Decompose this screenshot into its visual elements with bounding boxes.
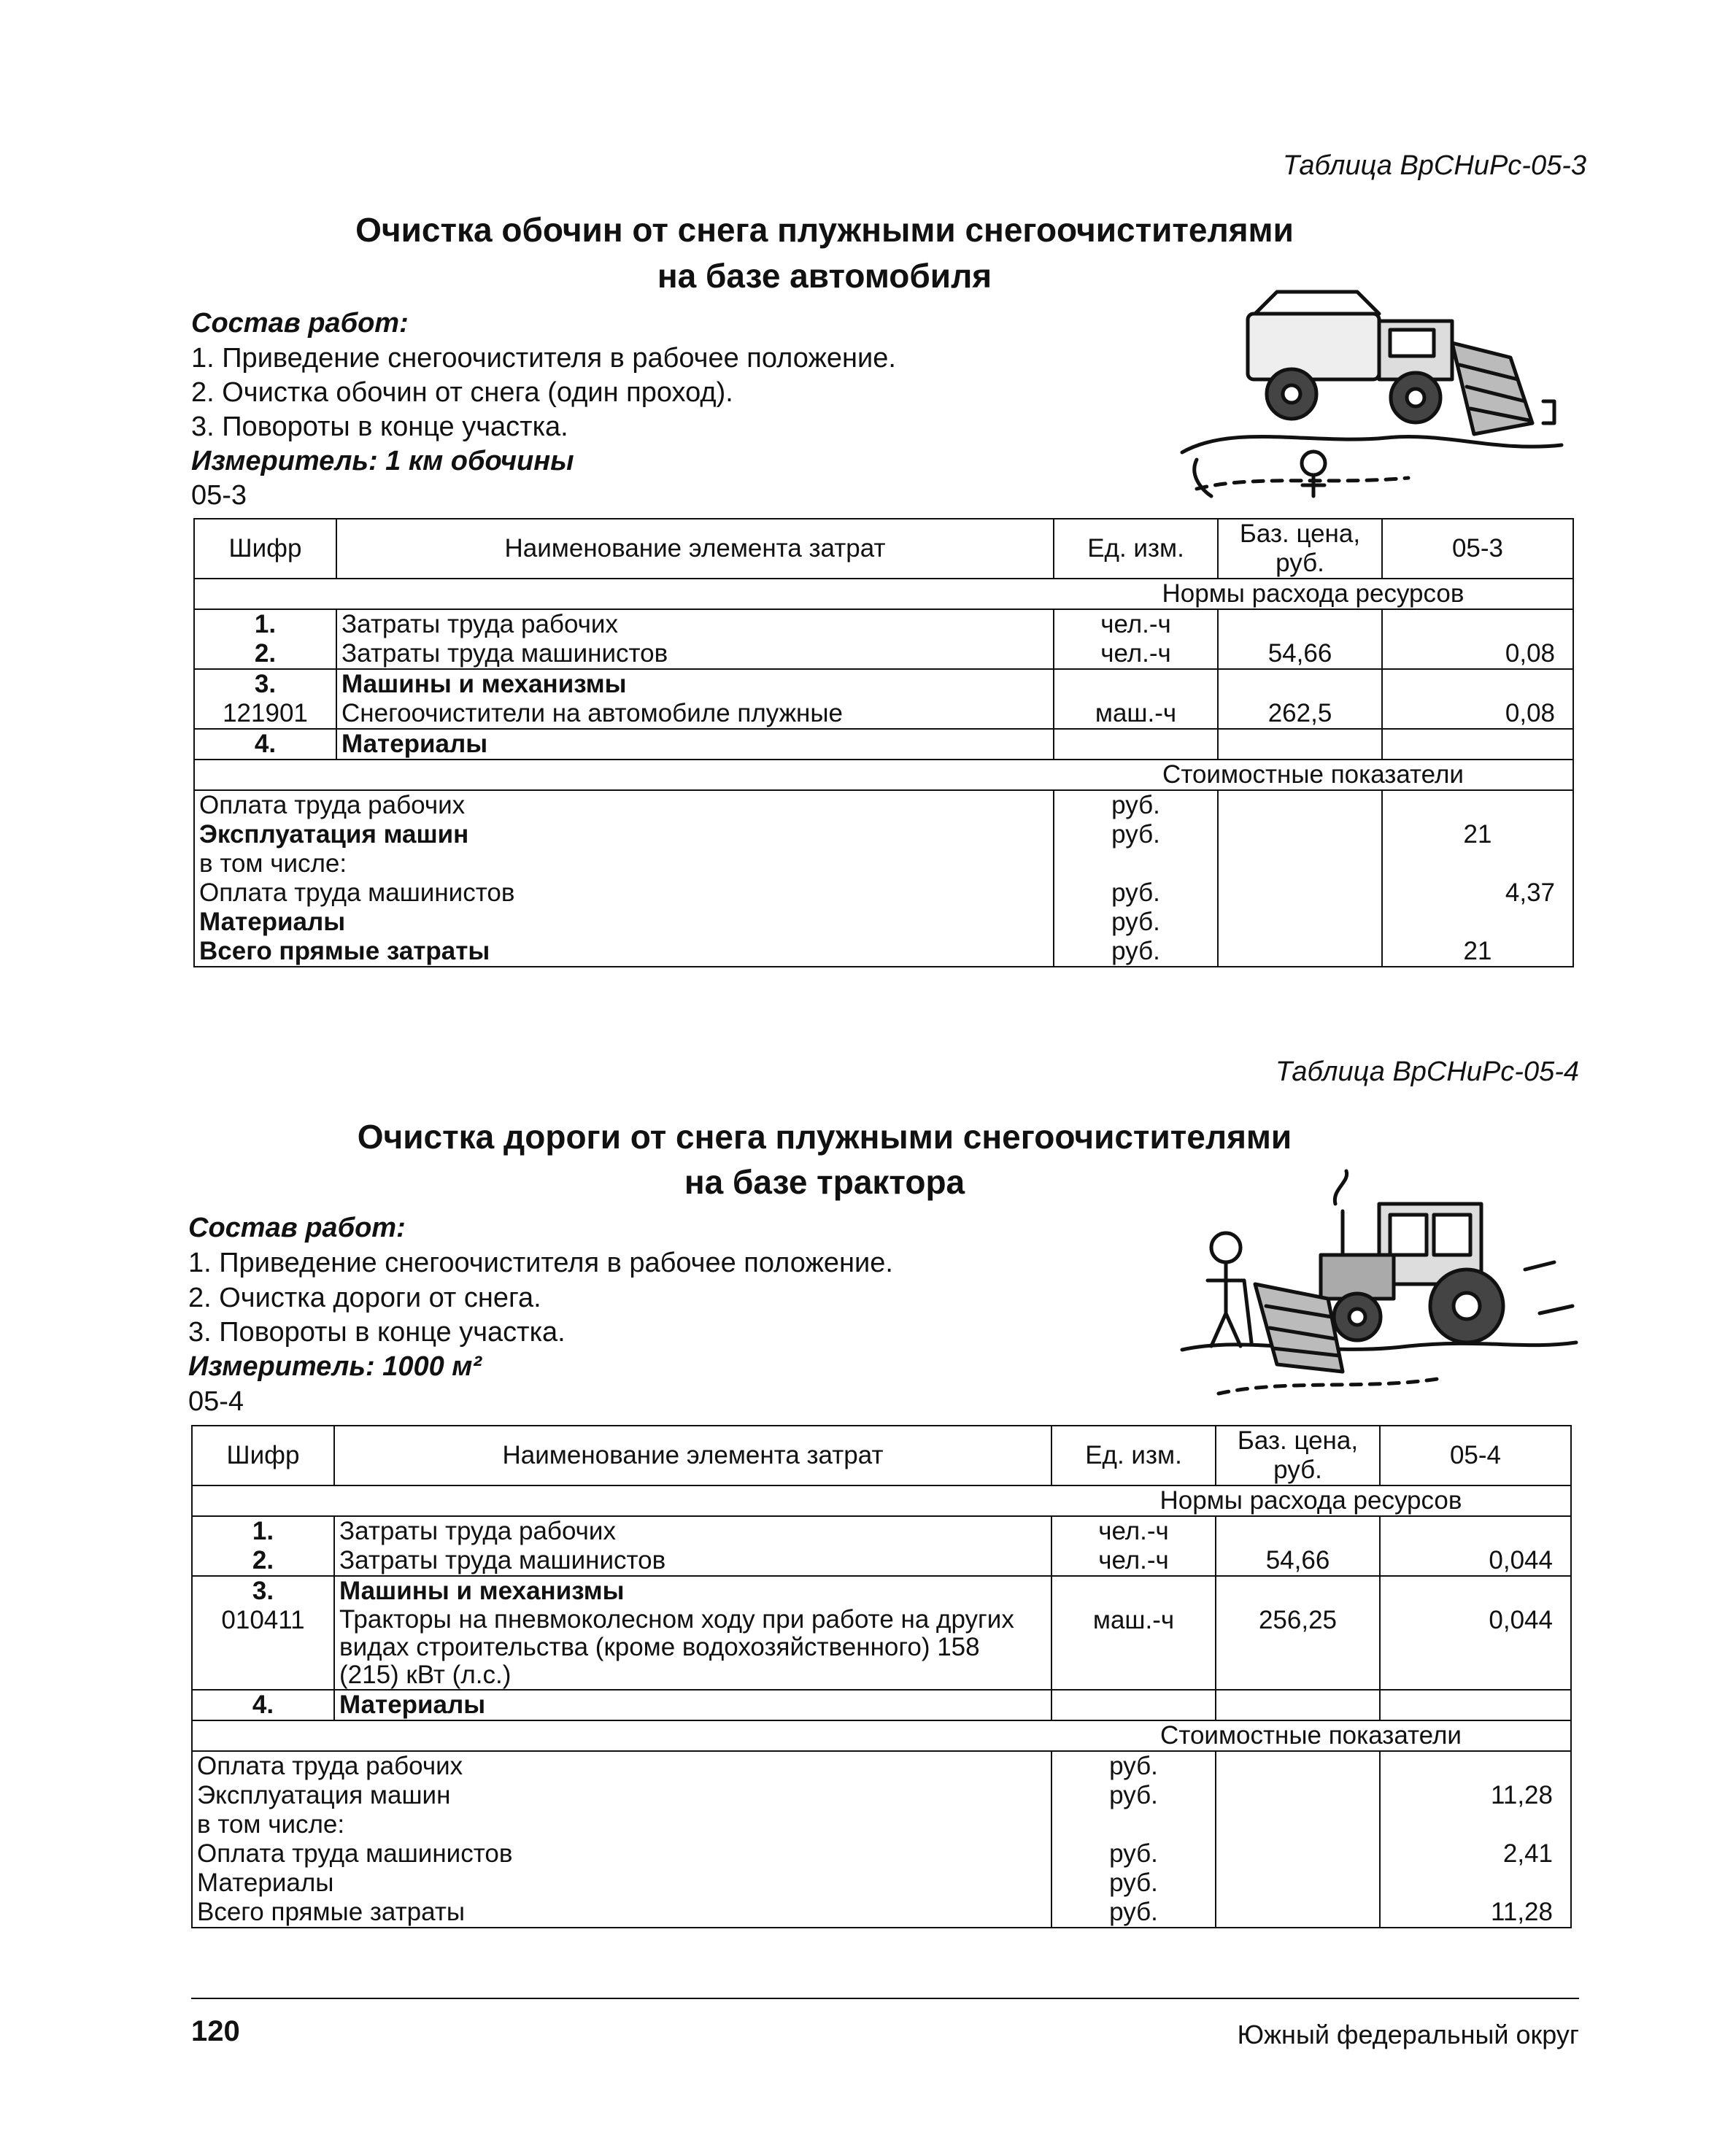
- header-value: 05-3: [1382, 519, 1573, 579]
- table-row: 010411 Тракторы на пневмоколесном ходу при работе на других видах строительства (кроме водохозяйственного) 158 (215) кВт (л.с.) маш.-ч 256,25 0,044: [192, 1606, 1571, 1690]
- region-name: Южный федеральный округ: [1237, 2020, 1579, 2049]
- work-item: 1. Приведение снегоочистителя в рабочее положение.: [188, 1248, 893, 1278]
- measure-unit: Измеритель: 1000 м²: [188, 1351, 482, 1382]
- header-value: 05-4: [1380, 1426, 1571, 1485]
- measure-unit: Измеритель: 1 км обочины: [191, 446, 574, 476]
- norms-label-row: [192, 1485, 1571, 1516]
- cost-label: Стоимостные показатели: [1051, 1720, 1571, 1751]
- table-row: 3. Машины и механизмы: [192, 1576, 1571, 1606]
- section-title-line-2: на базе трактора: [684, 1163, 965, 1201]
- header-name: Наименование элемента затрат: [336, 519, 1054, 579]
- cost-label-row: [194, 760, 1573, 790]
- cost-row: Оплата труда рабочих руб.: [194, 790, 1573, 820]
- work-item: 3. Повороты в конце участка.: [188, 1317, 566, 1348]
- cost-row: в том числе:: [194, 849, 1573, 878]
- table-number: Таблица ВрСНиРс-05-4: [1275, 1056, 1579, 1087]
- cost-row: Эксплуатация машин руб. 21: [194, 820, 1573, 849]
- cost-row: Материалы руб.: [192, 1869, 1571, 1898]
- norms-table: [191, 1425, 1572, 1928]
- section-title-line-1: Очистка дороги от снега плужными снегоочистителями: [357, 1118, 1292, 1156]
- table-row: 121901 Снегоочистители на автомобиле плужные маш.-ч 262,5 0,08: [194, 699, 1573, 729]
- table-header-row: [194, 519, 1573, 579]
- norms-table: [193, 518, 1574, 967]
- table-row: 2. Затраты труда машинистов чел.-ч 54,66 0,044: [192, 1546, 1571, 1576]
- cost-row: Оплата труда машинистов руб. 4,37: [194, 878, 1573, 908]
- cost-row: Оплата труда машинистов руб. 2,41: [192, 1839, 1571, 1869]
- table-row: 4. Материалы: [194, 729, 1573, 760]
- section-title-line-1: Очистка обочин от снега плужными снегоочистителями: [355, 211, 1294, 249]
- cost-label: Стоимостные показатели: [1054, 760, 1573, 790]
- table-row: 2. Затраты труда машинистов чел.-ч 54,66 0,08: [194, 639, 1573, 669]
- table-row: 3. Машины и механизмы: [194, 669, 1573, 699]
- header-code: Шифр: [192, 1426, 334, 1485]
- header-price: Баз. цена, руб.: [1218, 519, 1382, 579]
- cost-row: Оплата труда рабочих руб.: [192, 1751, 1571, 1781]
- table-row: 4. Материалы: [192, 1690, 1571, 1720]
- cost-row: Эксплуатация машин руб. 11,28: [192, 1781, 1571, 1810]
- table-number: Таблица ВрСНиРс-05-3: [1282, 150, 1586, 181]
- footer-rule: [191, 1998, 1579, 1999]
- work-item: 1. Приведение снегоочистителя в рабочее положение.: [191, 343, 896, 374]
- norms-label: Нормы расхода ресурсов: [1051, 1485, 1571, 1516]
- work-item: 3. Повороты в конце участка.: [191, 412, 568, 442]
- works-heading: Состав работ:: [191, 308, 409, 339]
- header-price: Баз. цена, руб.: [1216, 1426, 1380, 1485]
- cost-row: Всего прямые затраты руб. 21: [194, 937, 1573, 967]
- cost-row: Материалы руб.: [194, 908, 1573, 937]
- table-header-row: [192, 1426, 1571, 1485]
- page-number: 120: [191, 2015, 240, 2047]
- work-item: 2. Очистка обочин от снега (один проход).: [191, 377, 733, 408]
- table-code: 05-4: [188, 1386, 244, 1417]
- work-item: 2. Очистка дороги от снега.: [188, 1283, 541, 1313]
- table-code: 05-3: [191, 480, 247, 511]
- norms-label: Нормы расхода ресурсов: [1054, 579, 1573, 609]
- header-unit: Ед. изм.: [1054, 519, 1218, 579]
- header-code: Шифр: [194, 519, 336, 579]
- norms-label-row: [194, 579, 1573, 609]
- snowplow-truck-illustration: [1168, 277, 1576, 511]
- table-row: 1. Затраты труда рабочих чел.-ч: [194, 609, 1573, 639]
- cost-label-row: [192, 1720, 1571, 1751]
- header-name: Наименование элемента затрат: [334, 1426, 1051, 1485]
- cost-row: в том числе:: [192, 1810, 1571, 1839]
- section-title-line-2: на базе автомобиля: [657, 257, 992, 295]
- works-heading: Состав работ:: [188, 1213, 406, 1243]
- table-row: 1. Затраты труда рабочих чел.-ч: [192, 1516, 1571, 1546]
- cost-row: Всего прямые затраты руб. 11,28: [192, 1898, 1571, 1928]
- header-unit: Ед. изм.: [1051, 1426, 1216, 1485]
- snowplow-tractor-illustration: [1175, 1160, 1583, 1423]
